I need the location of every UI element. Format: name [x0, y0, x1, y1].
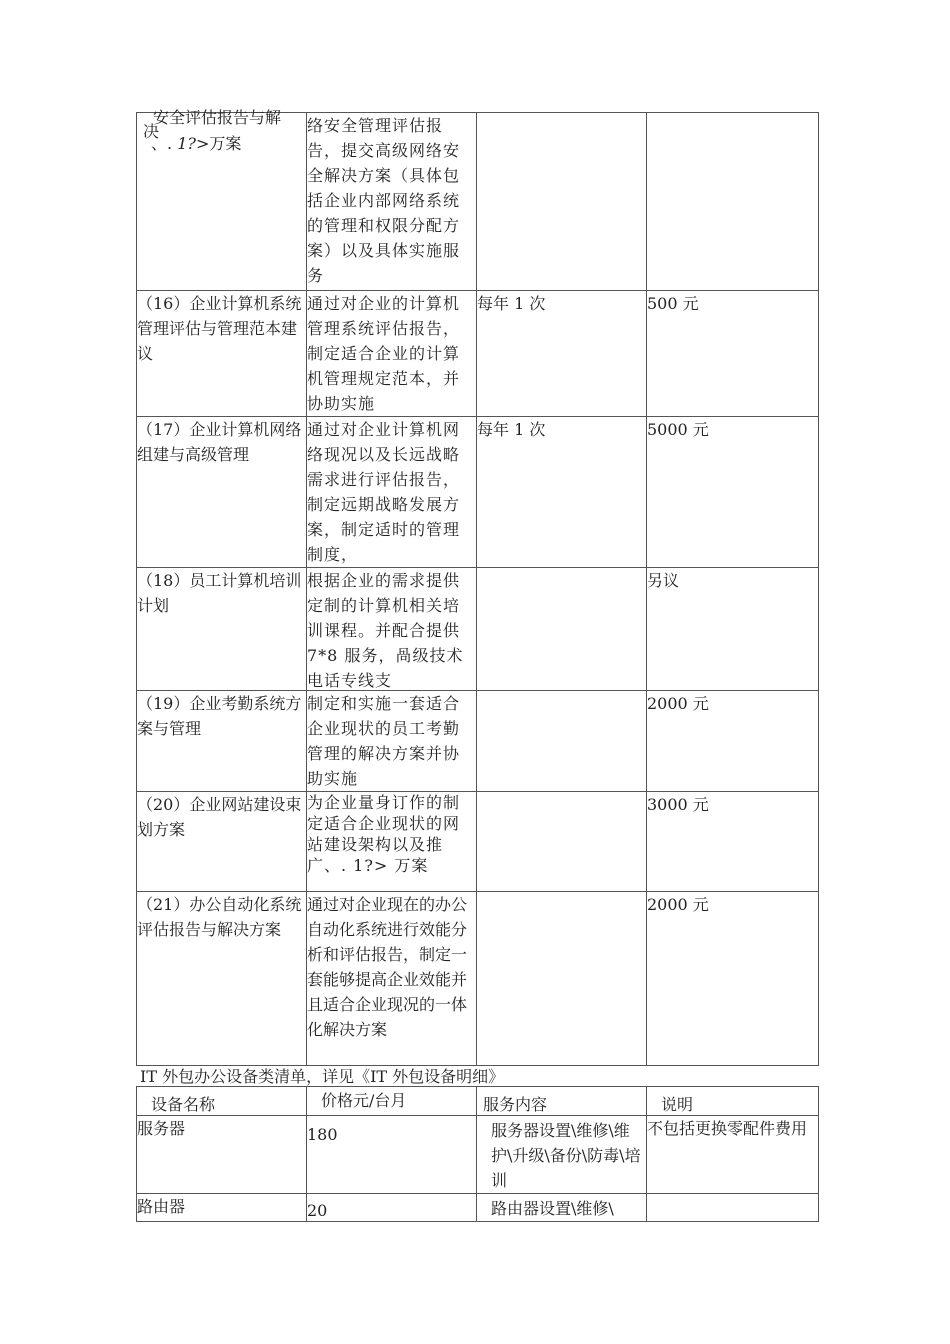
table-header-row	[137, 1087, 819, 1116]
equipment-name: 路由器	[137, 1194, 307, 1222]
service-desc: 根据企业的需求提供定制的计算机相关培训课程。并配合提供 7*8 服务，咼级技术电话专线支	[307, 568, 477, 691]
equipment-price: 180	[307, 1116, 477, 1194]
service-price: 另议	[647, 568, 819, 691]
equipment-note	[647, 1194, 819, 1222]
service-price: 2000 元	[647, 892, 819, 1066]
service-desc: 制定和实施一套适合企业现状的员工考勤管理的解决方案并协助实施	[307, 691, 477, 792]
equipment-service: 路由器设置\维修\	[477, 1194, 647, 1222]
service-frequency: 每年 1 次	[477, 417, 647, 568]
service-desc: 通过对企业计算机网络现况以及长远战略需求进行评估报告，制定远期战略发展方案，制定适时的管理制度，	[307, 417, 477, 568]
equipment-service: 服务器设置\维修\维护\升级\备份\防毒\培训	[477, 1116, 647, 1194]
header-note: 说明	[647, 1087, 819, 1116]
table-row	[137, 417, 819, 568]
service-frequency	[477, 691, 647, 792]
header-service: 服务内容	[477, 1087, 647, 1116]
service-table	[136, 108, 819, 1066]
service-item: （17）企业计算机网络组建与高级管理	[137, 417, 307, 568]
service-price: 5000 元	[647, 417, 819, 568]
service-price: 3000 元	[647, 792, 819, 892]
service-item: （16）企业计算机系统管理评估与管理范本建议	[137, 291, 307, 417]
table-row	[137, 113, 819, 291]
header-device-name: 设备名称	[137, 1087, 307, 1116]
service-price	[647, 113, 819, 291]
service-desc: 通过对企业的计算机管理系统评估报告，制定适合企业的计算机管理规定范本，并协助实施	[307, 291, 477, 417]
service-desc: 络安全管理评估报告，提交高级网络安全解决方案（具体包括企业内部网络系统的管理和权限分配方案）以及具体实施服务	[307, 113, 477, 291]
service-frequency: 每年 1 次	[477, 291, 647, 417]
service-desc: 为企业量身订作的制定适合企业现状的网站建设架构以及推广、. 1?> 万案	[307, 792, 477, 892]
table-row	[137, 792, 819, 892]
service-frequency	[477, 892, 647, 1066]
service-desc: 通过对企业现在的办公自动化系统进行效能分析和评估报告，制定一套能够提高企业效能并且适合企业现况的一体化解决方案	[307, 892, 477, 1066]
equipment-price: 20	[307, 1194, 477, 1222]
service-price: 500 元	[647, 291, 819, 417]
service-frequency	[477, 113, 647, 291]
service-price: 2000 元	[647, 691, 819, 792]
equipment-table	[136, 1086, 819, 1222]
table-row	[137, 691, 819, 792]
equipment-list-note: IT 外包办公设备类清单，详见《IT 外包设备明细》	[140, 1067, 505, 1086]
table-row	[137, 892, 819, 1066]
table-row	[137, 1194, 819, 1222]
table-row	[137, 1116, 819, 1194]
service-item: （21）办公自动化系统评估报告与解决方案	[137, 892, 307, 1066]
table-row	[137, 568, 819, 691]
table-row	[137, 291, 819, 417]
equipment-note: 不包括更换零配件费用	[647, 1116, 819, 1194]
service-frequency	[477, 568, 647, 691]
service-item: （20）企业网站建设束划方案	[137, 792, 307, 892]
equipment-name: 服务器	[137, 1116, 307, 1194]
service-item: （18）员工计算机培训计划	[137, 568, 307, 691]
service-frequency	[477, 792, 647, 892]
service-item: （19）企业考勤系统方案与管理	[137, 691, 307, 792]
header-price: 价格元/台月	[307, 1087, 477, 1116]
service-item: 安全评估报告与解 决 、. 1?>万案	[137, 113, 307, 291]
